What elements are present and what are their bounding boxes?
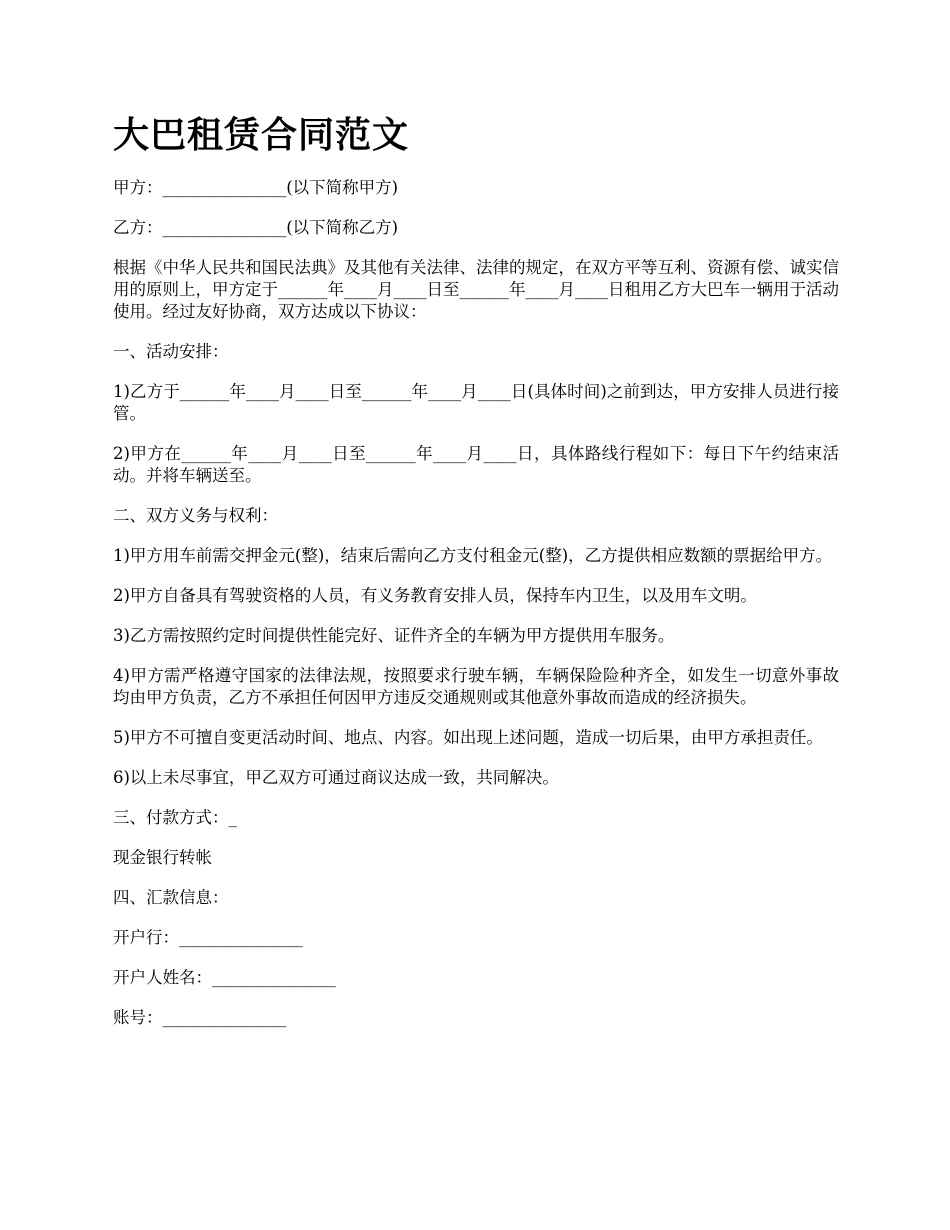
section-heading-remittance: 四、汇款信息： bbox=[113, 888, 229, 907]
obligation-clause-1: 1)甲方用车前需交押金元(整)，结束后需向乙方支付租金元(整)，乙方提供相应数额的票据给甲方。 bbox=[113, 546, 833, 565]
obligation-clause-3: 3)乙方需按照约定时间提供性能完好、证件齐全的车辆为甲方提供用车服务。 bbox=[113, 626, 675, 645]
activity-clause-2: 2)甲方在______年____月____日至______年____月____日，具体路线行程如下：每日下午约结束活动。并将车辆送至。 bbox=[113, 444, 839, 485]
bank-name-line: 开户行：_______________ bbox=[113, 928, 303, 947]
account-number-line: 账号：_______________ bbox=[113, 1008, 287, 1027]
section-heading-payment: 三、付款方式：_ bbox=[113, 808, 237, 827]
party-a-line: 甲方：_______________(以下简称甲方) bbox=[113, 178, 399, 197]
document-title: 大巴租赁合同范文 bbox=[113, 115, 410, 156]
section-heading-activity: 一、活动安排： bbox=[113, 342, 229, 361]
activity-clause-1: 1)乙方于______年____月____日至______年____月____日(具体时间)之前到达，甲方安排人员进行接管。 bbox=[113, 382, 839, 423]
party-b-line: 乙方：_______________(以下简称乙方) bbox=[113, 218, 399, 237]
account-holder-line: 开户人姓名：_______________ bbox=[113, 968, 336, 987]
obligation-clause-6: 6)以上未尽事宜，甲乙双方可通过商议达成一致，共同解决。 bbox=[113, 768, 559, 787]
document-page bbox=[113, 112, 839, 1047]
payment-method: 现金银行转帐 bbox=[113, 848, 212, 867]
obligation-clause-5: 5)甲方不可擅自变更活动时间、地点、内容。如出现上述问题，造成一切后果，由甲方承担责任。 bbox=[113, 728, 823, 747]
preamble-paragraph: 根据《中华人民共和国民法典》及其他有关法律、法律的规定，在双方平等互利、资源有偿、诚实信用的原则上，甲方定于______年____月____日至______年____月____日租用乙方大巴车一辆用于活动使用。经过友好协商，双方达成以下协议： bbox=[113, 258, 839, 321]
section-heading-obligations: 二、双方义务与权利： bbox=[113, 506, 278, 525]
obligation-clause-4: 4)甲方需严格遵守国家的法律法规，按照要求行驶车辆，车辆保险险种齐全，如发生一切意外事故均由甲方负责，乙方不承担任何因甲方违反交通规则或其他意外事故而造成的经济损失。 bbox=[113, 666, 839, 707]
obligation-clause-2: 2)甲方自备具有驾驶资格的人员，有义务教育安排人员，保持车内卫生，以及用车文明。 bbox=[113, 586, 757, 605]
